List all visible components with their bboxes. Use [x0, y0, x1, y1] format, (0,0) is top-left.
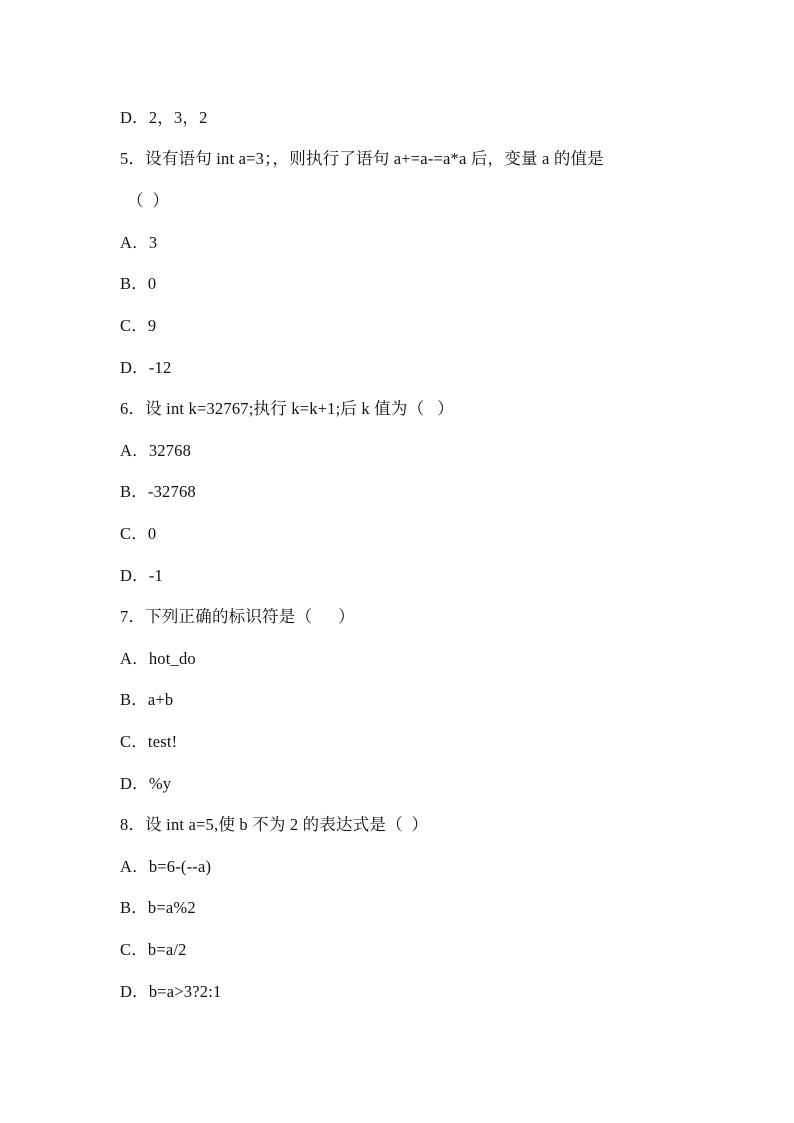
- q7-option-b: B．a+b: [120, 690, 174, 709]
- q8-option-b: B．b=a%2: [120, 898, 196, 917]
- q6-option-d: D．-1: [120, 566, 163, 585]
- q8-option-d: D．b=a>3?2:1: [120, 982, 222, 1001]
- q7-option-c: C．test!: [120, 732, 178, 751]
- question-6: 6．设 int k=32767;执行 k=k+1;后 k 值为（ ）: [120, 399, 454, 418]
- question-8: 8．设 int a=5,使 b 不为 2 的表达式是（ ）: [120, 815, 429, 834]
- q7-option-a: A．hot_do: [120, 649, 196, 668]
- question-5: 5．设有语句 int a=3；，则执行了语句 a+=a-=a*a 后，变量 a 的值是: [120, 149, 604, 168]
- q5-option-a: A．3: [120, 233, 158, 252]
- q6-option-c: C．0: [120, 524, 157, 543]
- q5-option-b: B．0: [120, 274, 157, 293]
- q6-option-b: B．-32768: [120, 482, 196, 501]
- question-7: 7．下列正确的标识符是（ ）: [120, 607, 355, 626]
- question-5-answer-blank: （ ）: [127, 191, 170, 210]
- q7-option-d: D．%y: [120, 774, 172, 793]
- q8-option-c: C．b=a/2: [120, 940, 187, 959]
- q5-option-c: C．9: [120, 316, 157, 335]
- q8-option-a: A．b=6-(--a): [120, 857, 212, 876]
- q4-option-d: D．2，3，2: [120, 108, 208, 127]
- q5-option-d: D．-12: [120, 358, 172, 377]
- q6-option-a: A．32768: [120, 441, 192, 460]
